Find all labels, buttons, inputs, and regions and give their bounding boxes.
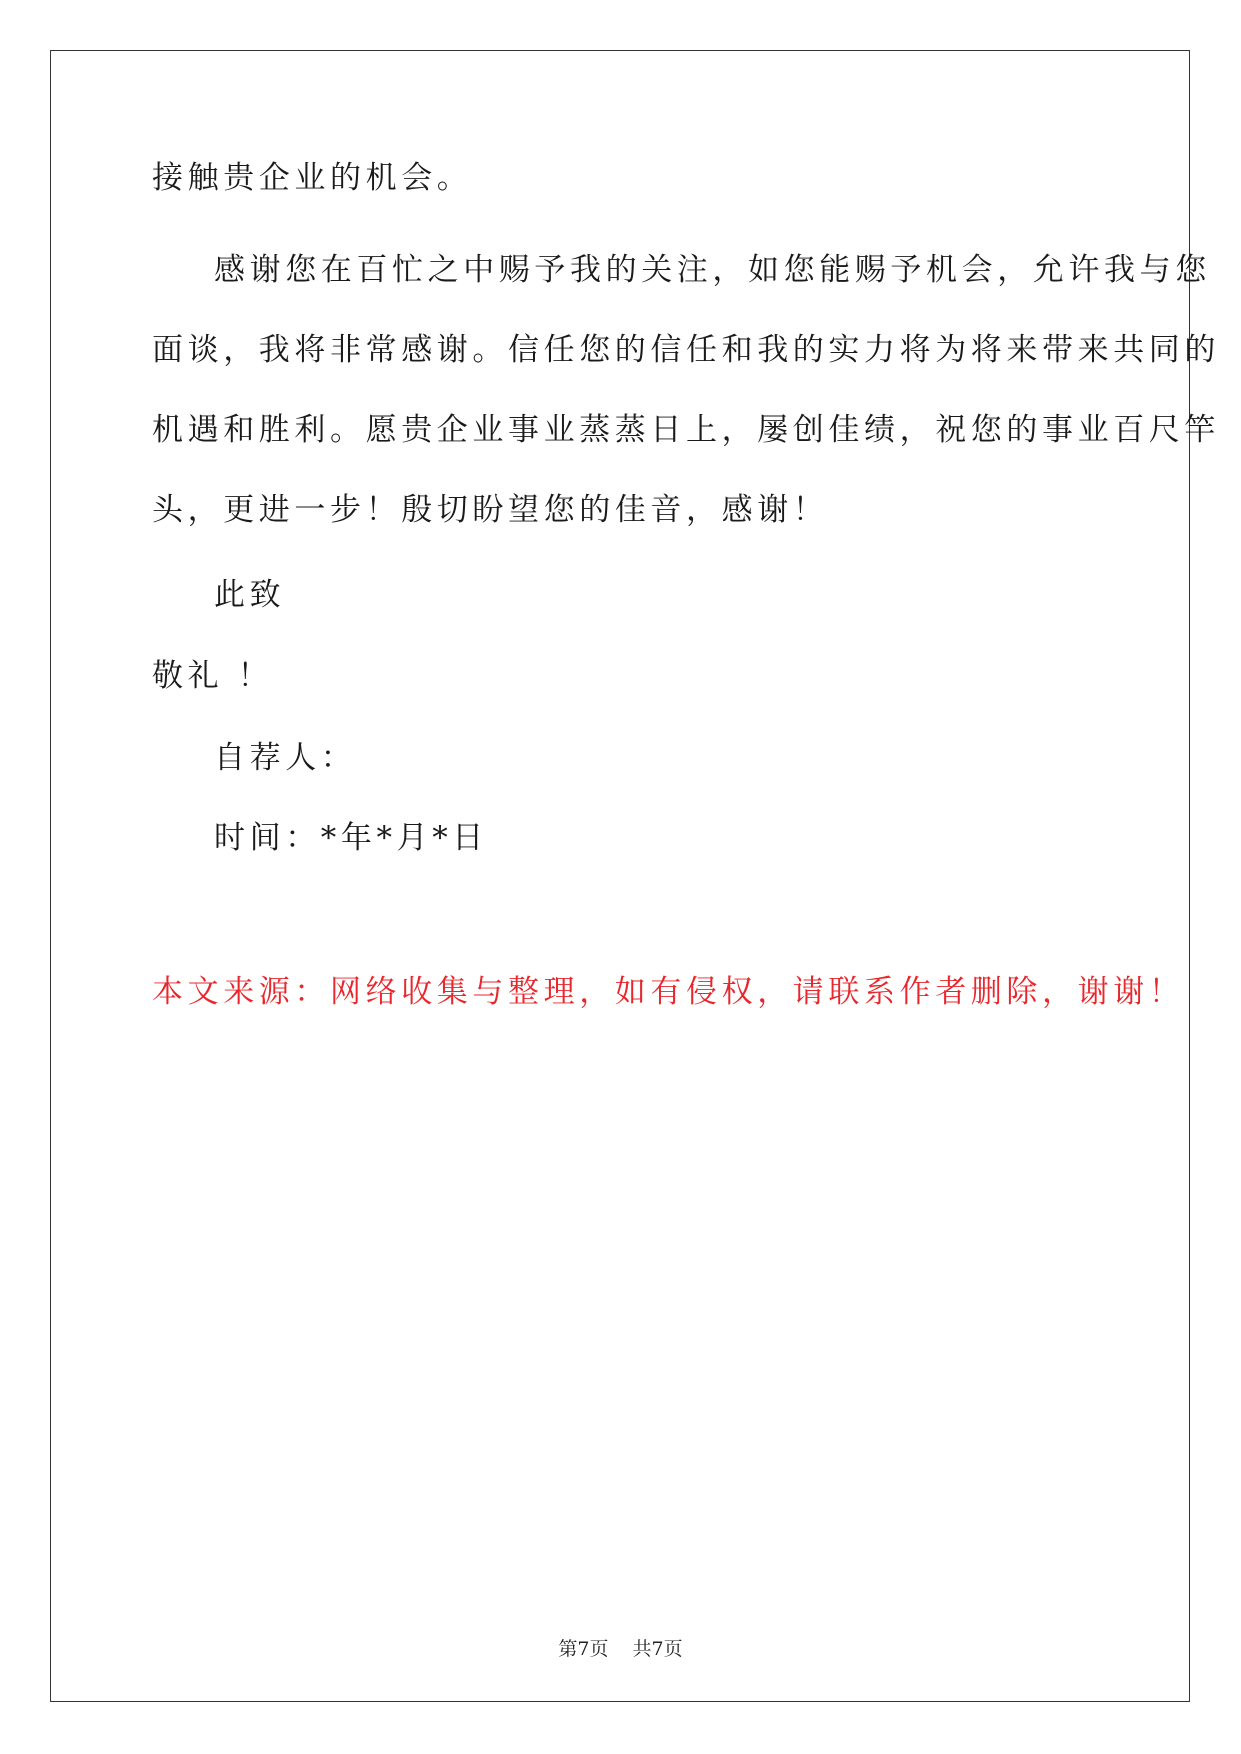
source-notice: 本文来源：网络收集与整理，如有侵权，请联系作者删除，谢谢！ [152, 974, 1185, 1010]
signature-label: 自荐人： [214, 740, 357, 776]
page-number-current: 第7页 [558, 1638, 609, 1660]
closing-regards: 敬礼 ！ [152, 658, 274, 694]
paragraph-line-2: 感谢您在百忙之中赐予我的关注，如您能赐予机会，允许我与您 [214, 252, 1211, 288]
date-label: 时间：*年*月*日 [214, 820, 488, 856]
paragraph-line-1: 接触贵企业的机会。 [152, 160, 473, 196]
closing-salutation: 此致 [214, 577, 286, 613]
page-number-total: 共7页 [632, 1638, 683, 1660]
paragraph-line-4: 机遇和胜利。愿贵企业事业蒸蒸日上，屡创佳绩，祝您的事业百尺竿 [152, 412, 1220, 448]
paragraph-line-3: 面谈，我将非常感谢。信任您的信任和我的实力将为将来带来共同的 [152, 332, 1220, 368]
page-frame [50, 50, 1220, 1702]
page-footer [0, 1634, 1241, 1661]
paragraph-line-5: 头，更进一步！殷切盼望您的佳音，感谢！ [152, 492, 829, 528]
